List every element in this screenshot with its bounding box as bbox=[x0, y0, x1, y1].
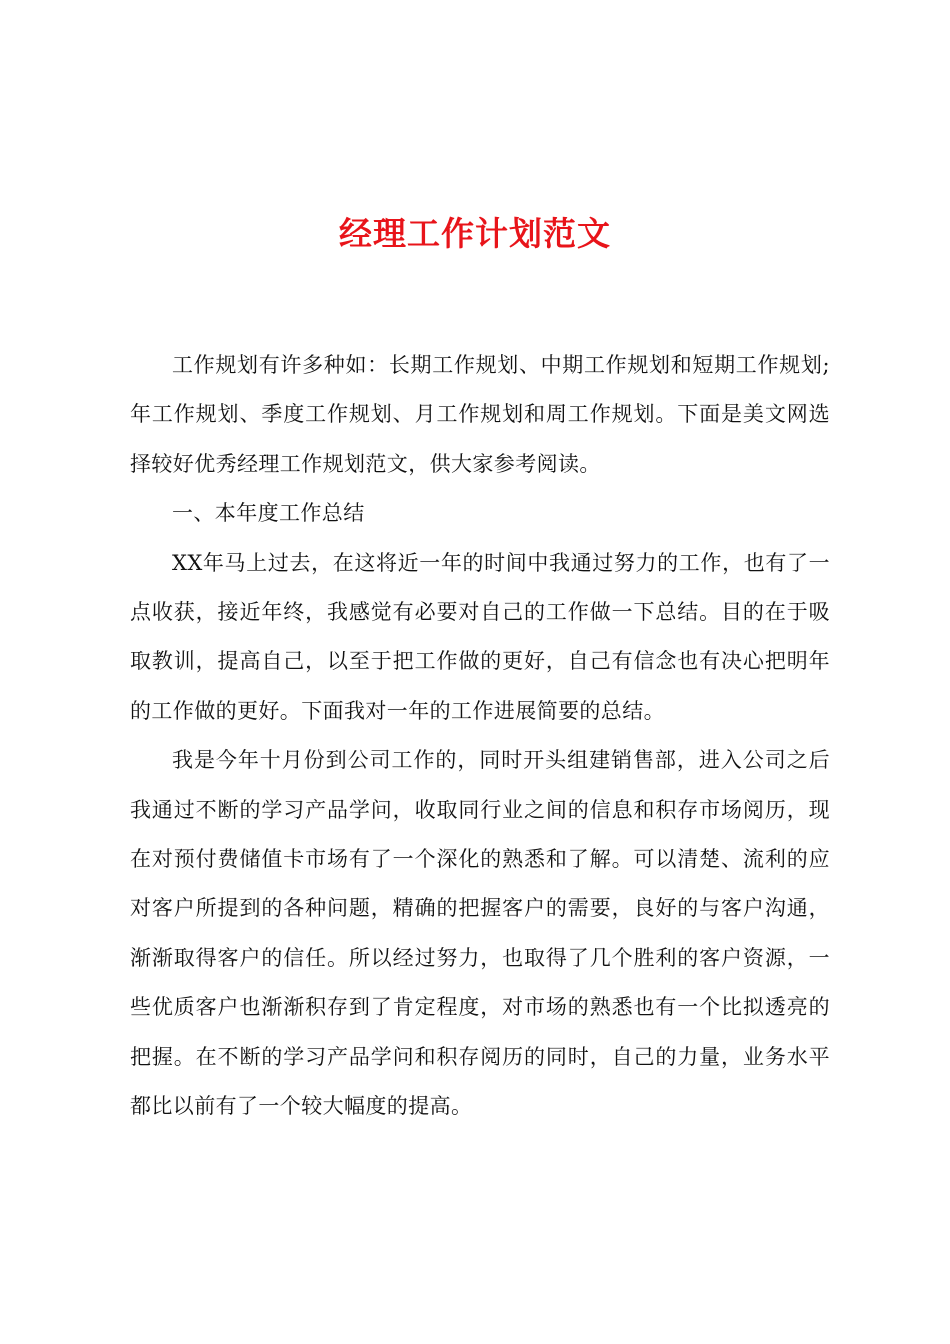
summary-paragraph: XX年马上过去，在这将近一年的时间中我通过努力的工作，也有了一点收获，接近年终，我感觉有必要对自己的工作做一下总结。目的在于吸取教训，提高自己，以至于把工作做的更好，自己有信念也有决心把明年的工作做的更好。下面我对一年的工作进展简要的总结。 bbox=[130, 550, 830, 723]
intro-paragraph: 工作规划有许多种如：长期工作规划、中期工作规划和短期工作规划;年工作规划、季度工作规划、月工作规划和周工作规划。下面是美文网选择较好优秀经理工作规划范文，供大家参考阅读。 bbox=[130, 353, 830, 476]
section-heading: 一、本年度工作总结 bbox=[172, 501, 365, 526]
experience-paragraph: 我是今年十月份到公司工作的，同时开头组建销售部，进入公司之后我通过不断的学习产品学问，收取同行业之间的信息和积存市场阅历，现在对预付费储值卡市场有了一个深化的熟悉和了解。可以清楚、流利的应对客户所提到的各种问题，精确的把握客户的需要，良好的与客户沟通，渐渐取得客户的信任。所以经过努力，也取得了几个胜利的客户资源，一些优质客户也渐渐积存到了肯定程度，对市场的熟悉也有一个比拟透亮的把握。在不断的学习产品学问和积存阅历的同时，自己的力量，业务水平都比以前有了一个较大幅度的提高。 bbox=[130, 748, 830, 1119]
document-title: 经理工作计划范文 bbox=[339, 214, 611, 253]
document-body bbox=[130, 341, 830, 1132]
